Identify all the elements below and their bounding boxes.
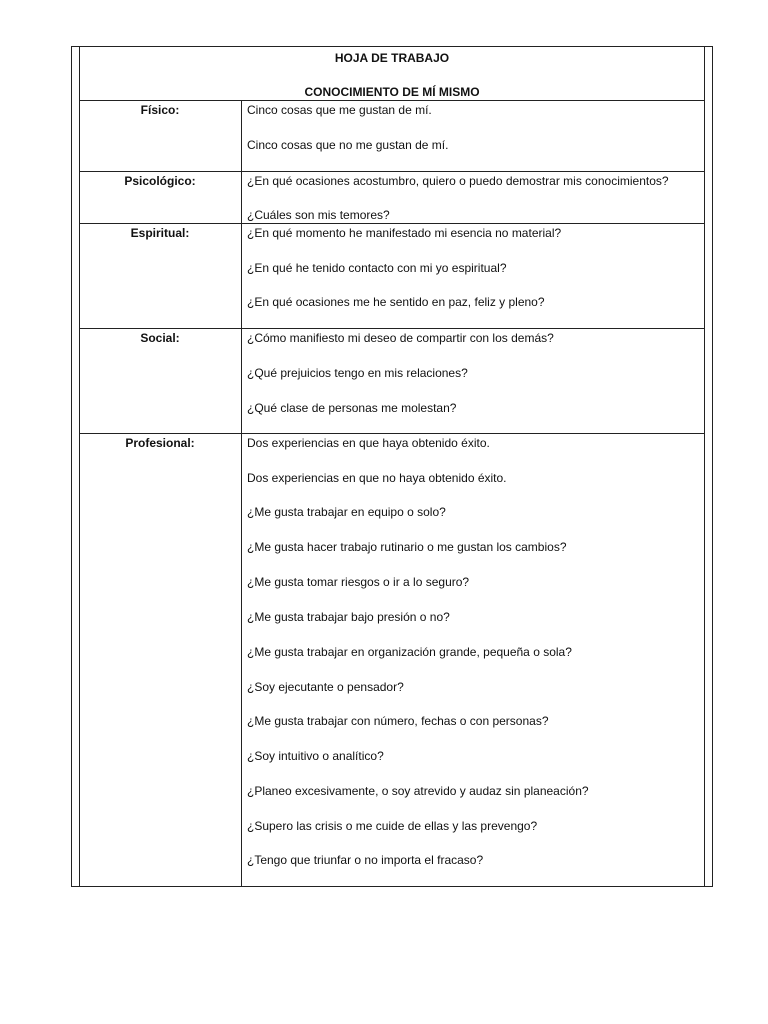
- question-item: ¿Planeo excesivamente, o soy atrevido y audaz sin planeación?: [247, 784, 589, 798]
- question-item: ¿En qué momento he manifestado mi esencia no material?: [247, 226, 562, 240]
- question-item: ¿Qué prejuicios tengo en mis relaciones?: [247, 366, 468, 380]
- question-item: Dos experiencias en que no haya obtenido éxito.: [247, 471, 507, 485]
- column-divider: [241, 100, 242, 886]
- row-divider: [79, 433, 705, 434]
- question-item: ¿Me gusta tomar riesgos o ir a lo seguro?: [247, 575, 470, 589]
- row-divider: [79, 886, 705, 887]
- row-divider: [79, 328, 705, 329]
- row-divider: [79, 100, 705, 101]
- worksheet-table: [79, 46, 705, 887]
- question-item: ¿Me gusta trabajar en equipo o solo?: [247, 505, 446, 519]
- question-item: ¿Soy ejecutante o pensador?: [247, 680, 404, 694]
- row-divider: [79, 171, 705, 172]
- question-item: ¿Me gusta hacer trabajo rutinario o me gustan los cambios?: [247, 540, 567, 554]
- question-item: ¿Soy intuitivo o analítico?: [247, 749, 384, 763]
- row-divider: [79, 223, 705, 224]
- question-item: ¿Me gusta trabajar con número, fechas o con personas?: [247, 714, 549, 728]
- question-item: Cinco cosas que no me gustan de mí.: [247, 138, 449, 152]
- question-item: Cinco cosas que me gustan de mí.: [247, 103, 432, 117]
- section-label-espiritual: Espiritual:: [130, 226, 190, 240]
- question-item: ¿En qué ocasiones me he sentido en paz, feliz y pleno?: [247, 295, 545, 309]
- question-item: ¿Me gusta trabajar bajo presión o no?: [247, 610, 450, 624]
- worksheet-subtitle: CONOCIMIENTO DE MÍ MISMO: [304, 85, 480, 99]
- section-label-social: Social:: [140, 331, 180, 345]
- question-item: ¿Me gusta trabajar en organización grande, pequeña o sola?: [247, 645, 572, 659]
- section-label-profesional: Profesional:: [125, 436, 195, 450]
- question-item: ¿Qué clase de personas me molestan?: [247, 401, 457, 415]
- question-item: ¿En qué he tenido contacto con mi yo espiritual?: [247, 261, 507, 275]
- question-item: Dos experiencias en que haya obtenido éxito.: [247, 436, 490, 450]
- section-label-fisico: Físico:: [140, 103, 180, 117]
- question-item: ¿Cómo manifiesto mi deseo de compartir con los demás?: [247, 331, 554, 345]
- question-item: ¿Tengo que triunfar o no importa el fracaso?: [247, 853, 484, 867]
- question-item: ¿En qué ocasiones acostumbro, quiero o puedo demostrar mis conocimientos?: [247, 174, 669, 188]
- worksheet-title: HOJA DE TRABAJO: [334, 51, 450, 65]
- section-label-psicologico: Psicológico:: [124, 174, 196, 188]
- question-item: ¿Supero las crisis o me cuide de ellas y las prevengo?: [247, 819, 538, 833]
- question-item: ¿Cuáles son mis temores?: [247, 208, 390, 222]
